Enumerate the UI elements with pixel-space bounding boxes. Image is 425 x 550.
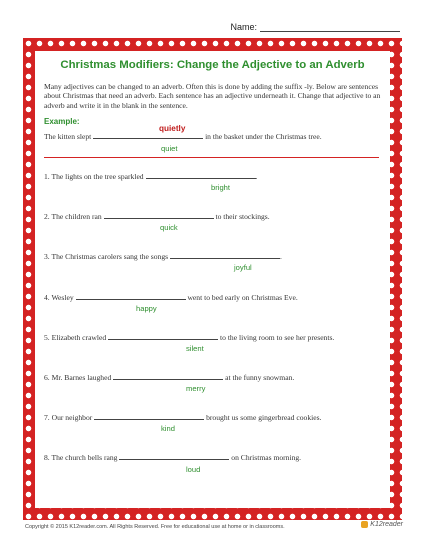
sentence-1-after: . bbox=[255, 172, 258, 181]
sentence-6-after: at the funny snowman. bbox=[225, 373, 295, 382]
answer-blank-1[interactable] bbox=[146, 171, 256, 179]
example-hint: quiet bbox=[161, 144, 178, 153]
answer-blank-5[interactable] bbox=[108, 332, 218, 340]
sentence-2 bbox=[44, 211, 384, 221]
example-before: The kitten slept bbox=[44, 132, 92, 141]
instructions: Many adjectives can be changed to an adverb. Often this is done by adding the suffix -ly. Below are sentences about Christmas that need an adverb. Each sentence has an adjective underneath it. Change that adjective to an adverb and write it in the blank in the sentence. bbox=[44, 82, 381, 110]
example-sentence bbox=[44, 131, 384, 141]
example-answer: quietly bbox=[159, 124, 186, 133]
adjective-hint-2: quick bbox=[160, 223, 178, 232]
sentence-1-before: 1. The lights on the tree sparkled bbox=[44, 172, 144, 181]
name-field bbox=[230, 22, 400, 32]
sentence-8-before: 8. The church bells rang bbox=[44, 453, 118, 462]
sentence-5-after: to the living room to see her presents. bbox=[220, 333, 335, 342]
sentence-7-before: 7. Our neighbor bbox=[44, 413, 93, 422]
adjective-hint-3: joyful bbox=[234, 263, 252, 272]
answer-blank-4[interactable] bbox=[76, 292, 186, 300]
logo-mark-icon bbox=[361, 521, 368, 528]
worksheet-title: Christmas Modifiers: Change the Adjective to an Adverb bbox=[60, 59, 365, 71]
divider-line bbox=[44, 157, 379, 158]
adjective-hint-6: merry bbox=[186, 384, 206, 393]
answer-blank-6[interactable] bbox=[113, 372, 223, 380]
sentence-3 bbox=[44, 251, 384, 261]
sentence-7-after: brought us some gingerbread cookies. bbox=[206, 413, 322, 422]
adjective-hint-5: silent bbox=[186, 344, 204, 353]
answer-blank-7[interactable] bbox=[94, 412, 204, 420]
sentence-2-before: 2. The children ran bbox=[44, 212, 102, 221]
sentence-5 bbox=[44, 332, 384, 342]
adjective-hint-4: happy bbox=[136, 304, 157, 313]
sentence-2-after: to their stockings. bbox=[215, 212, 270, 221]
sentence-7 bbox=[44, 412, 384, 422]
answer-blank-2[interactable] bbox=[104, 211, 214, 219]
logo-text: K12reader bbox=[370, 521, 403, 528]
answer-blank-8[interactable] bbox=[119, 452, 229, 460]
sentence-1 bbox=[44, 171, 384, 181]
sentence-6 bbox=[44, 372, 384, 382]
k12reader-logo[interactable] bbox=[361, 521, 403, 528]
name-label: Name: bbox=[230, 22, 257, 32]
adjective-hint-7: kind bbox=[161, 424, 175, 433]
example-label: Example: bbox=[44, 117, 80, 126]
sentence-4-before: 4. Wesley bbox=[44, 293, 74, 302]
sentence-3-after: . bbox=[280, 252, 282, 261]
answer-blank-3[interactable] bbox=[170, 251, 280, 259]
worksheet-body bbox=[35, 51, 390, 508]
sentence-3-before: 3. The Christmas carolers sang the songs bbox=[44, 252, 169, 261]
example-after: in the basket under the Christmas tree. bbox=[205, 132, 322, 141]
sentence-6-before: 6. Mr. Barnes laughed bbox=[44, 373, 112, 382]
adjective-hint-8: loud bbox=[186, 465, 201, 474]
sentence-4 bbox=[44, 292, 384, 302]
sentence-5-before: 5. Elizabeth crawled bbox=[44, 333, 107, 342]
sentence-4-after: went to bed early on Christmas Eve. bbox=[187, 293, 298, 302]
sentence-8 bbox=[44, 452, 384, 462]
copyright-footer: Copyright © 2015 K12reader.com. All Rights Reserved. Free for educational use at home or in classrooms. bbox=[25, 524, 285, 530]
example-blank bbox=[93, 131, 203, 139]
adjective-hint-1: bright bbox=[211, 183, 230, 192]
name-line[interactable] bbox=[260, 22, 400, 32]
sentence-8-after: on Christmas morning. bbox=[231, 453, 302, 462]
